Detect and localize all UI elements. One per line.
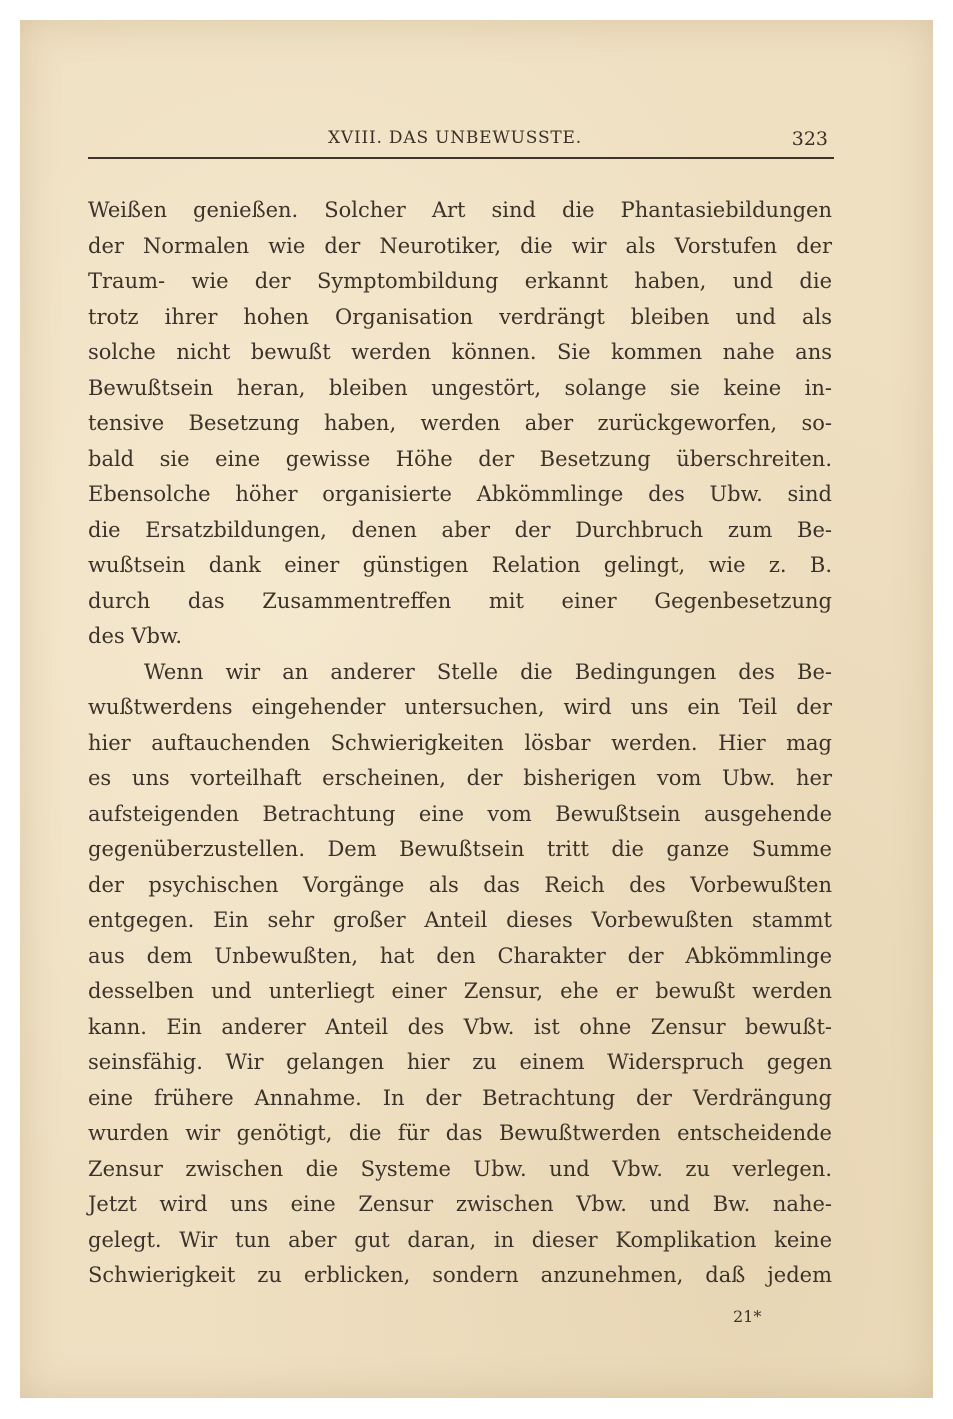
running-title: XVIII. DAS UNBEWUSSTE. (328, 128, 582, 148)
text-line: aufsteigenden Betrachtung eine vom Bewußtsein ausgehende (88, 801, 832, 826)
running-header (88, 128, 832, 160)
text-line: aus dem Unbewußten, hat den Charakter der Abkömmlinge (88, 943, 832, 968)
paragraph (88, 193, 832, 655)
text-line: Jetzt wird uns eine Zensur zwischen Vbw. und Bw. nahe- (88, 1192, 832, 1216)
text-line: die Ersatzbildungen, denen aber der Durchbruch zum Be- (88, 517, 832, 542)
text-line: Bewußtsein heran, bleiben ungestört, solange sie keine in- (88, 375, 832, 400)
text-line: kann. Ein anderer Anteil des Vbw. ist ohne Zensur bewußt- (88, 1014, 832, 1039)
text-line: Weißen genießen. Solcher Art sind die Phantasiebildungen (88, 198, 832, 222)
text-line: seinsfähig. Wir gelangen hier zu einem Widerspruch gegen (88, 1050, 832, 1074)
signature-mark: 21* (733, 1307, 762, 1326)
text-line: hier auftauchenden Schwierigkeiten lösbar werden. Hier mag (88, 730, 832, 755)
page-number: 323 (791, 128, 828, 150)
text-line: Schwierigkeit zu erblicken, sondern anzunehmen, daß jedem (88, 1263, 832, 1287)
text-line: es uns vorteilhaft erscheinen, der bisherigen vom Ubw. her (88, 766, 832, 790)
paragraph (88, 655, 832, 1294)
text-line: eine frühere Annahme. In der Betrachtung der Verdrängung (88, 1085, 832, 1110)
text-line: entgegen. Ein sehr großer Anteil dieses Vorbewußten stammt (88, 908, 832, 932)
text-line: Wenn wir an anderer Stelle die Bedingungen des Be- (144, 659, 832, 684)
text-line: Traum- wie der Symptombildung erkannt haben, und die (88, 269, 832, 293)
text-line: tensive Besetzung haben, werden aber zurückgeworfen, so- (88, 411, 832, 435)
text-line: durch das Zusammentreffen mit einer Gegenbesetzung (88, 588, 832, 613)
text-line: desselben und unterliegt einer Zensur, ehe er bewußt werden (88, 979, 832, 1003)
text-line: wußtwerdens eingehender untersuchen, wird uns ein Teil der (88, 695, 832, 719)
text-line: des Vbw. (88, 624, 183, 648)
text-line: wurden wir genötigt, die für das Bewußtwerden entscheidende (88, 1121, 832, 1145)
text-line: Ebensolche höher organisierte Abkömmlinge des Ubw. sind (88, 482, 832, 506)
text-line: der psychischen Vorgänge als das Reich des Vorbewußten (88, 872, 832, 897)
header-rule (88, 157, 834, 159)
text-line: solche nicht bewußt werden können. Sie kommen nahe ans (88, 340, 832, 364)
text-line: der Normalen wie der Neurotiker, die wir als Vorstufen der (88, 233, 832, 258)
body-text (88, 193, 832, 1294)
text-line: Zensur zwischen die Systeme Ubw. und Vbw. zu verlegen. (88, 1156, 832, 1181)
text-line: trotz ihrer hohen Organisation verdrängt bleiben und als (88, 304, 832, 329)
text-line: wußtsein dank einer günstigen Relation gelingt, wie z. B. (88, 553, 832, 577)
text-line: bald sie eine gewisse Höhe der Besetzung überschreiten. (88, 446, 832, 471)
text-line: gelegt. Wir tun aber gut daran, in dieser Komplikation keine (88, 1227, 832, 1252)
text-line: gegenüberzustellen. Dem Bewußtsein tritt die ganze Summe (88, 837, 832, 861)
